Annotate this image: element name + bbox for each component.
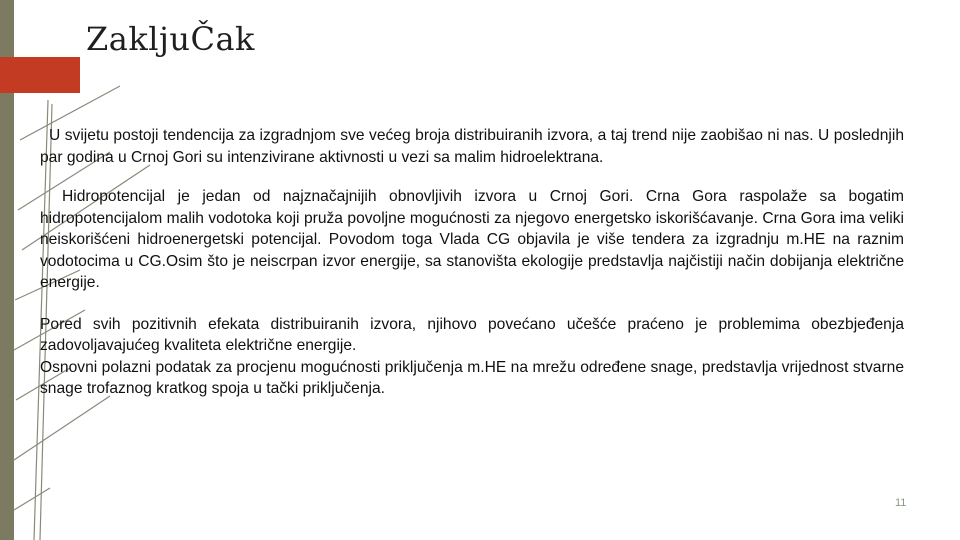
title-accent-bar (0, 57, 80, 93)
paragraph-intro: U svijetu postoji tendencija za izgradnjom sve većeg broja distribuiranih izvora, a taj trend nije zaobišao ni nas. U poslednjih par godina u Crnoj Gori su intenzivirane aktivnosti u vezi sa malim hidroelektrana. (40, 127, 904, 166)
slide-title: ZakljuČak (86, 20, 255, 58)
slide-body (40, 125, 904, 400)
paragraph-short-circuit: Osnovni polazni podatak za procjenu mogućnosti priključenja m.HE na mrežu određene snage, predstavlja vrijednost stvarne snage trofaznog kratkog spoja u tački priključenja. (40, 358, 904, 397)
paragraph-hydropotential: Hidropotencijal je jedan od najznačajnijih obnovljivih izvora u Crnoj Gori. Crna Gora raspolaže sa bogatim hidropotencijalom malih vodotoka koji pruža povoljne mogućnosti za njegovo energetsko iskorišćavanje. Crna Gora ima veliki neiskorišćeni hidroenergetski potencijal. Povodom toga Vlada CG objavila je više tendera za izgradnju m.HE na raznim vodotocima u CG.Osim što je neiscrpan izvor energije, sa stanovišta ekologije predstavlja najčistiji način dobijanja električne energije. (40, 188, 904, 291)
paragraph-effects: Pored svih pozitivnih efekata distribuiranih izvora, njihovo povećano učešće praćeno je problemima obezbjeđenja zadovoljavajućeg kvaliteta električne energije. (40, 315, 904, 354)
page-number: 11 (895, 497, 907, 509)
